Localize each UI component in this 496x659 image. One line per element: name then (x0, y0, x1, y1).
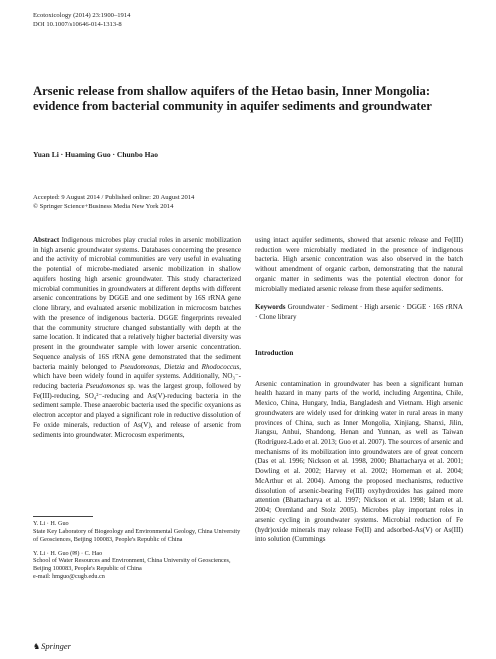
keywords (255, 303, 463, 322)
affiliation-2-authors: Y. Li · H. Guo (✉) · C. Hao (33, 549, 103, 557)
footnote-divider (33, 516, 93, 517)
abstract-part: Indigenous microbes play crucial roles in arsenic mobilization in high arsenic groundwater systems. Databases concerning the presence and the activity of microbial communities are very useful in evaluating the potential of microbe-mediated arsenic mobilization in shallow aquifers hosting high arsenic groundwater. This study characterized microbial communities in groundwaters at different depths with different arsenic concentrations by DGGE and one sediment by 16S rRNA gene clone library, and evaluated arsenic mobilization in microcosm batches with the presence of indigenous bacteria. DGGE fingerprints revealed that the community structure changed substantially with depth at the same location. It indicated that a relatively higher bacterial diversity was present in the groundwater sample with lower arsenic concentration. Sequence analysis of 16S rRNA gene demonstrated that the sediment bacteria mainly belonged to (33, 236, 241, 371)
journal-citation: Ecotoxicology (2014) 23:1900–1914 (33, 12, 131, 19)
abstract-text (33, 236, 241, 440)
genus-name: Rhodococcus (201, 362, 240, 371)
paper-title: Arsenic release from shallow aquifers of the Hetao basin, Inner Mongolia: evidence from bacterial community in aquifer sediments and groundwater (33, 84, 432, 113)
abstract-part: and (184, 362, 202, 371)
corresponding-email: e-mail: hmguo@cugb.edu.cn (33, 573, 105, 581)
keywords-text: Groundwater · Sediment · High arsenic · DGGE · 16S rRNA · Clone library (255, 303, 463, 322)
author-affiliations (33, 520, 243, 581)
affiliation-1-text: State Key Laboratory of Biogeology and Environmental Geology, China University of Geosciences, Beijing 100083, People's Republic of China (33, 527, 241, 543)
abstract-part: , (159, 362, 165, 371)
publication-dates (33, 194, 194, 212)
introduction-text: Arsenic contamination in groundwater has been a significant human health hazard in many parts of the world, including Argentina, Chile, Mexico, China, Hungary, India, Bangladesh and Vietnam. High arsenic groundwaters are widely used for drinking water in rural areas in many provinces of China, such as Inner Mongolia, Xinjiang, Shanxi, Jilin, Jiangsu, Anhui, Shandong, Henan and Yunnan, as well as Taiwan (Rodríguez-Lado et al. 2013; Guo et al. 2007). The sources of arsenic and mechanisms of its mobilization into groundwaters are of great concern (Das et al. 1996; Nickson et al. 1998, 2000; Bhattacharya et al. 2001; Dowling et al. 2002; Harvey et al. 2002; Horneman et al. 2004; McArthur et al. 2004). Among the proposed mechanisms, reductive dissolution of arsenic-bearing Fe(III) oxyhydroxides has gained more attention (Bhattacharya et al. 1997; Nickson et al. 1998; Islam et al. 2004; Oremland and Stolz 2005). Microbes play important roles in arsenic cycling in groundwater systems. Microbial reduction of Fe (hydr)oxide minerals may release Fe(II) and adsorbed-As(V) or As(III) into solution (Cummings (255, 379, 463, 544)
introduction-heading: Introduction (255, 348, 294, 357)
abstract-part: sp. was the largest group, followed by Fe(III)-reducing, SO₄²⁻-reducing and As(V)-reducing bacteria in the sediment sample. These anaerobic bacteria used the specific oxyanions as electron acceptor and played a significant role in reductive dissolution of Fe oxide minerals, reduction of As(V), and release of arsenic from sediments into groundwater. Microcosm experiments, (33, 382, 241, 439)
abstract-continuation: using intact aquifer sediments, showed that arsenic release and Fe(III) reduction were microbially mediated in the presence of indigenous bacteria. High arsenic concentration was also observed in the batch without amendment of organic carbon, demonstrating that the natural organic matter in sediments was the potential electron donor for microbially mediated arsenic release from these aquifer sediments. (255, 236, 463, 293)
genus-name: Dietzia (164, 362, 185, 371)
genus-name: Pseudomonas (85, 382, 125, 391)
accepted-published-dates: Accepted: 9 August 2014 / Published online: 20 August 2014 (33, 194, 195, 201)
keywords-heading: Keywords (255, 303, 286, 312)
affiliation-2-text: School of Water Resources and Environment, China University of Geosciences, Beijing 100083, People's Republic of China (33, 557, 231, 573)
abstract-heading: Abstract (33, 236, 60, 244)
right-column (255, 236, 463, 545)
copyright-notice: © Springer Science+Business Media New York 2014 (33, 202, 174, 210)
genus-name: Pseudomonas (119, 362, 160, 371)
publisher-footer (33, 641, 71, 651)
abstract-column (33, 236, 241, 440)
affiliation-1-authors: Y. Li · H. Guo (33, 520, 69, 527)
author-list: Yuan Li · Huaming Guo · Chunbo Hao (33, 150, 158, 159)
journal-header (33, 12, 130, 29)
abstract-part: , which have been widely found in aquifer systems. Additionally, NO₃⁻-reducing bacteria (33, 362, 242, 391)
springer-horse-icon: ♞ (33, 642, 41, 651)
journal-doi: DOI 10.1007/s10646-014-1313-8 (33, 20, 122, 28)
publisher-name: Springer (41, 641, 71, 651)
